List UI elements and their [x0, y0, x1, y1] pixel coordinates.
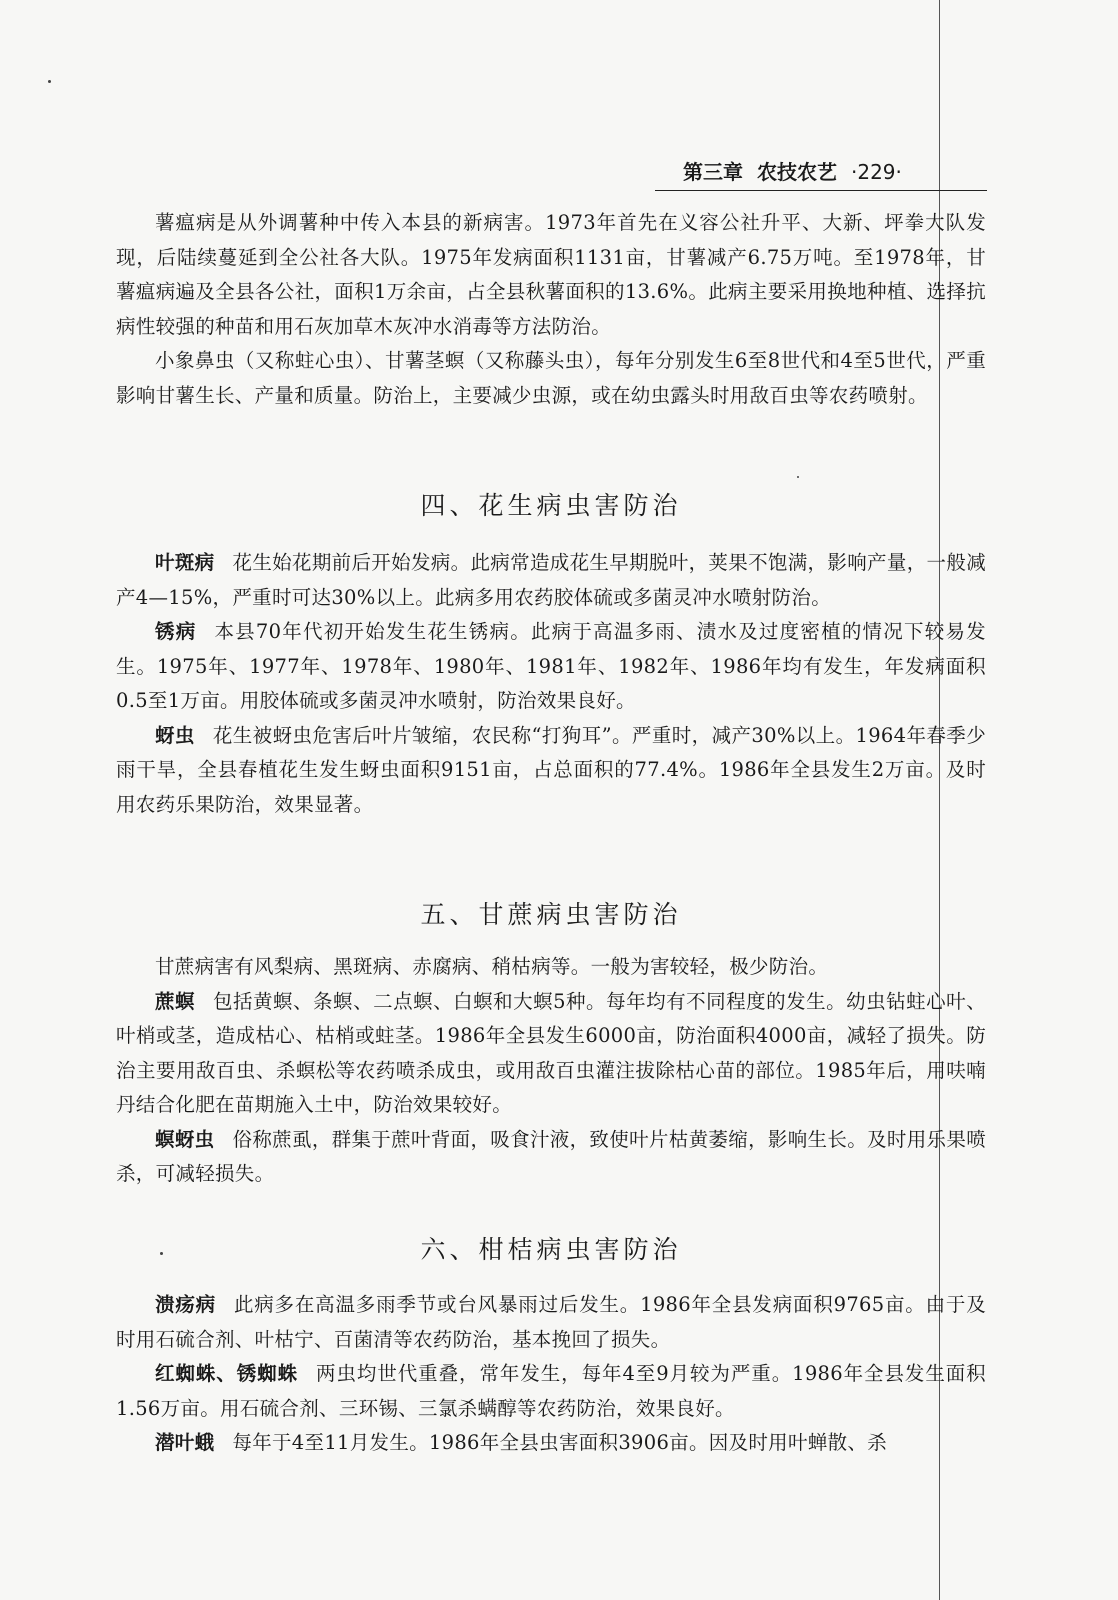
- paragraph-text: 两虫均世代重叠，常年发生，每年4至9月较为严重。1986年全县发生面积1.56万亩。用石硫合剂、三环锡、三氯杀螨醇等农药防治，效果良好。: [116, 1362, 986, 1420]
- paragraph: [116, 719, 986, 823]
- scan-speck: [160, 1252, 163, 1255]
- term: 螟蚜虫: [155, 1127, 215, 1151]
- section-heading: 五、甘蔗病虫害防治: [420, 900, 682, 929]
- paragraph: 甘蔗病害有风梨病、黑斑病、赤腐病、稍枯病等。一般为害较轻，极少防治。: [155, 955, 829, 978]
- paragraph-text: 花生被蚜虫危害后叶片皱缩，农民称“打狗耳”。严重时，减产30%以上。1964年春季少雨干旱，全县春植花生发生蚜虫面积9151亩，占总面积的77.4%。1986年全县发生2万亩。及时用农药乐果防治，效果显著。: [116, 723, 986, 816]
- term: 红蜘蛛、锈蜘蛛: [155, 1362, 299, 1385]
- page-number: ·229·: [851, 160, 902, 184]
- running-head: [683, 156, 983, 185]
- section-heading: 四、花生病虫害防治: [420, 491, 682, 520]
- paragraph: [116, 985, 986, 1123]
- section-body: [116, 1288, 986, 1461]
- paragraph-text: 此病多在高温多雨季节或台风暴雨过后发生。1986年全县发病面积9765亩。由于及时用石硫合剂、叶枯宁、百菌清等农药防治，基本挽回了损失。: [116, 1293, 986, 1351]
- scan-speck: [797, 476, 799, 478]
- term: 锈病: [155, 620, 197, 643]
- paragraph-text: 每年于4至11月发生。1986年全县虫害面积3906亩。因及时用叶蝉散、杀: [232, 1431, 887, 1454]
- paragraph-text: 花生始花期前后开始发病。此病常造成花生早期脱叶，荚果不饱满，影响产量，一般减产4—15%，严重时可达30%以上。此病多用农药胶体硫或多菌灵冲水喷射防治。: [116, 551, 986, 609]
- term: 叶斑病: [155, 551, 215, 574]
- header-rule: [655, 190, 987, 191]
- section-body: [116, 546, 986, 822]
- section-body: [116, 950, 986, 1192]
- section-heading: 六、柑桔病虫害防治: [420, 1235, 682, 1264]
- paragraph-text: 包括黄螟、条螟、二点螟、白螟和大螟5种。每年均有不同程度的发生。幼虫钻蛀心叶、叶梢或茎，造成枯心、枯梢或蛀茎。1986年全县发生6000亩，防治面积4000亩，减轻了损失。防治主要用敌百虫、杀螟松等农药喷杀成虫，或用敌百虫灌注拔除枯心苗的部位。1985年后，用呋喃丹结合化肥在苗期施入土中，防治效果较好。: [116, 989, 986, 1116]
- paragraph: [116, 1357, 986, 1426]
- term: 潜叶蛾: [155, 1431, 215, 1454]
- intro-block: [116, 206, 986, 413]
- chapter-title: 农技农艺: [757, 160, 837, 184]
- term: 蔗螟: [155, 989, 196, 1013]
- paragraph-text: 本县70年代初开始发生花生锈病。此病于高温多雨、渍水及过度密植的情况下较易发生。1975年、1977年、1978年、1980年、1981年、1982年、1986年均有发生，年发病面积0.5至1万亩。用胶体硫或多菌灵冲水喷射，防治效果良好。: [116, 620, 986, 712]
- paragraph: 薯瘟病是从外调薯种中传入本县的新病害。1973年首先在义容公社升平、大新、坪拳大队发现，后陆续蔓延到全公社各大队。1975年发病面积1131亩，甘薯减产6.75万吨。至1978年，甘薯瘟病遍及全县各公社，面积1万余亩，占全县秋薯面积的13.6%。此病主要采用换地种植、选择抗病性较强的种苗和用石灰加草木灰冲水消毒等方法防治。: [116, 211, 986, 338]
- scan-speck: [48, 80, 51, 83]
- chapter-label: 第三章: [683, 160, 743, 184]
- paragraph: 小象鼻虫（又称蛀心虫）、甘薯茎螟（又称藤头虫），每年分别发生6至8世代和4至5世代，严重影响甘薯生长、产量和质量。防治上，主要减少虫源，或在幼虫露头时用敌百虫等农药喷射。: [116, 349, 986, 407]
- paragraph: [116, 1123, 986, 1192]
- term: 蚜虫: [155, 723, 195, 747]
- paragraph: [116, 546, 986, 615]
- paragraph-text: 俗称蔗虱，群集于蔗叶背面，吸食汁液，致使叶片枯黄萎缩，影响生长。及时用乐果喷杀，可减轻损失。: [116, 1127, 986, 1185]
- paragraph: [116, 615, 986, 719]
- term: 溃疡病: [155, 1293, 216, 1316]
- paragraph: [116, 1288, 986, 1357]
- paragraph: [116, 1426, 986, 1461]
